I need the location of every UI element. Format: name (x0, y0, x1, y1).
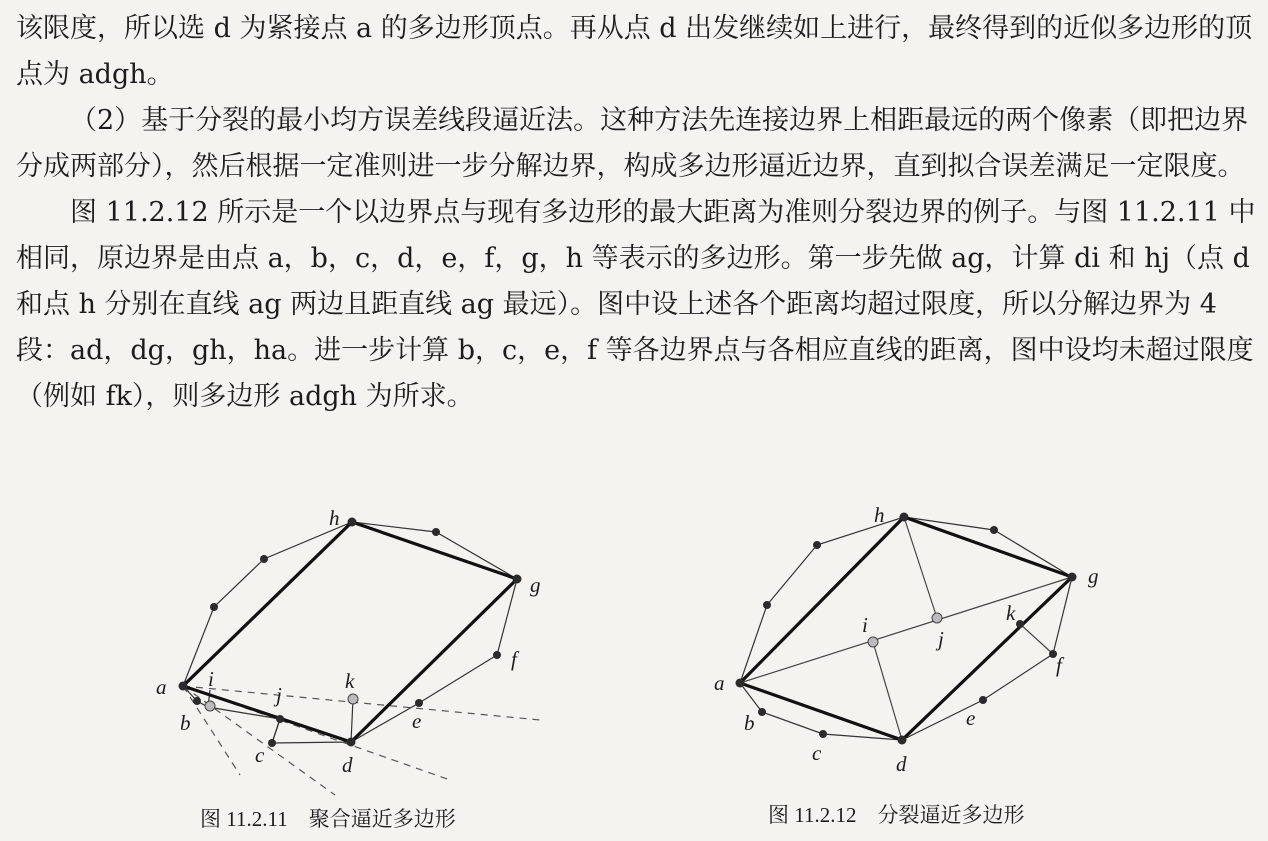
fig1-point-c (268, 739, 276, 747)
fig1-segment-dk (351, 699, 353, 742)
fig1-label-h: h (329, 506, 340, 530)
fig2-label-i: i (862, 613, 868, 637)
fig1-label-d: d (342, 753, 353, 777)
fig2-point-j (932, 613, 942, 623)
fig2-point-upper-right (990, 526, 998, 534)
fig1-label-c: c (255, 743, 265, 767)
fig2-label-k: k (1006, 601, 1016, 625)
fig1-point-left (210, 603, 218, 611)
fig1-label-b: b (180, 711, 191, 735)
fig2-point-c (819, 730, 827, 738)
fig2-point-b (758, 708, 766, 716)
fig2-point-i (868, 637, 878, 647)
fig1-point-b (193, 697, 201, 705)
fig1-label-j: j (276, 683, 282, 707)
fig2-caption: 图 11.2.12 分裂逼近多边形 (768, 803, 1025, 827)
fig1-point-g (513, 575, 522, 584)
fig2-label-e: e (966, 706, 976, 730)
fig2-label-b: b (744, 711, 755, 735)
fig2-point-a (736, 679, 745, 688)
fig2-point-e (979, 696, 987, 704)
fig1-point-j (276, 715, 284, 723)
fig1-caption: 图 11.2.11 聚合逼近多边形 (200, 807, 456, 831)
figure-11-2-12 (714, 503, 1099, 827)
fig2-point-g (1068, 573, 1077, 582)
fig2-point-h (900, 513, 909, 522)
fig2-point-k (1016, 620, 1024, 628)
fig1-point-k (348, 694, 358, 704)
fig2-label-g: g (1088, 564, 1099, 588)
figures-svg (0, 490, 1268, 837)
fig1-label-k: k (345, 669, 355, 693)
fig1-point-h (348, 518, 357, 527)
fig2-label-a: a (714, 671, 725, 695)
fig1-point-e (415, 699, 423, 707)
fig1-polygon-adgh (183, 522, 517, 742)
fig2-label-c: c (812, 741, 822, 765)
paragraph-3: 图 11.2.12 所示是一个以边界点与现有多边形的最大距离为准则分裂边界的例子。与图 11.2.11 中相同，原边界是由点 a，b，c，d，e，f，g，h 等表示的多边形。第一步先做 ag，计算 di 和 hj（点 d 和点 h 分别在直线 ag 两边且距直线 ag 最远）。图中设上述各个距离均超过限度，所以分解边界为 4 段：ad，dg，gh，ha。进一步计算 b，c，e，f 等各边界点与各相应直线的距离，图中设均未超过限度（例如 fk），则多边形 adgh 为所求。 (16, 197, 1256, 412)
fig1-label-e: e (412, 709, 422, 733)
fig1-label-f: f (511, 647, 517, 671)
paragraph-2: （2）基于分裂的最小均方误差线段逼近法。这种方法先连接边界上相距最远的两个像素（即把边界分成两部分），然后根据一定准则进一步分解边界，构成多边形逼近边界，直到拟合误差满足一定限度。 (16, 105, 1249, 182)
fig1-point-i (205, 701, 215, 711)
fig1-boundary (183, 522, 517, 743)
paragraph-1: 该限度，所以选 d 为紧接点 a 的多边形顶点。再从点 d 出发继续如上进行，最终得到的近似多边形的顶点为 adgh。 (16, 13, 1253, 90)
fig2-label-j: j (938, 627, 944, 651)
fig1-label-g: g (530, 573, 541, 597)
fig2-polygon-adgh (740, 517, 1072, 740)
fig1-point-upper-left (260, 555, 268, 563)
fig2-label-d: d (896, 752, 907, 776)
fig2-point-left (763, 601, 771, 609)
fig1-point-d (347, 738, 356, 747)
figure-11-2-11 (156, 506, 541, 831)
figures-area (0, 490, 1268, 837)
fig2-label-h: h (874, 503, 885, 527)
fig2-point-upper-left (813, 541, 821, 549)
fig1-point-upper-right (432, 528, 440, 536)
fig1-point-a (179, 682, 188, 691)
fig1-label-i: i (208, 667, 214, 691)
fig2-label-f: f (1056, 653, 1062, 677)
fig2-point-d (898, 736, 907, 745)
fig2-boundary (740, 517, 1072, 740)
fig1-point-f (493, 651, 501, 659)
fig2-construction-lines (740, 517, 1072, 740)
body-text (16, 6, 1256, 420)
fig1-label-a: a (156, 675, 167, 699)
